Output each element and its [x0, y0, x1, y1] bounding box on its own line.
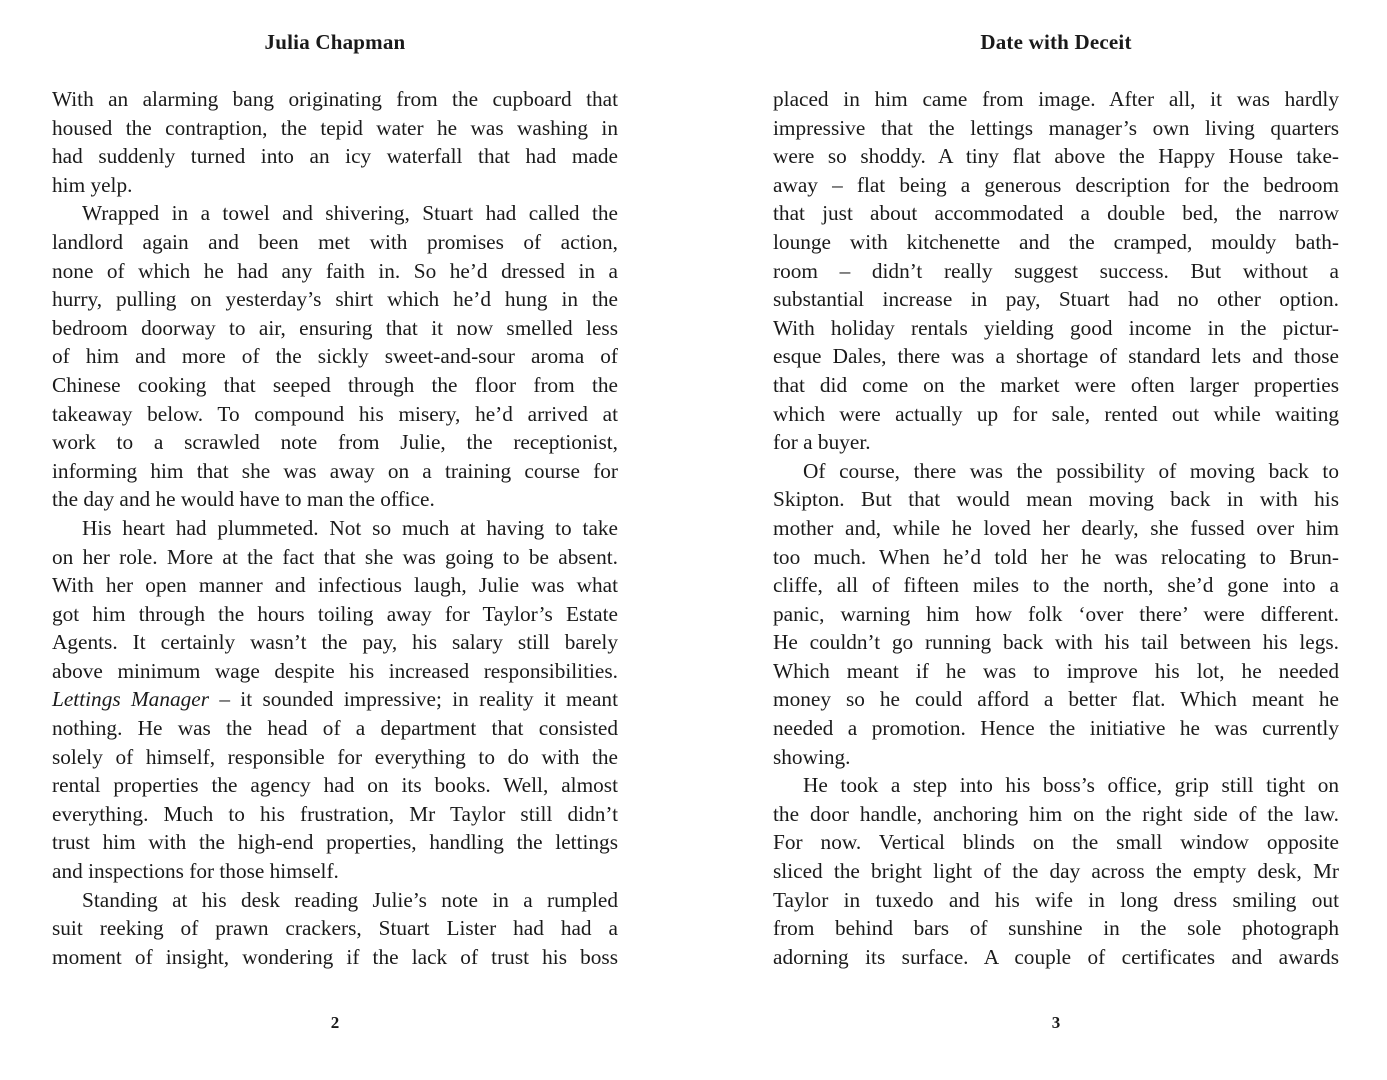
text-line: With an alarming bang originating from the cupboard that [52, 87, 618, 111]
text-line: got him through the hours toiling away for Taylor’s Estate [52, 601, 618, 626]
text-line: landlord again and been met with promises of action, [52, 229, 618, 254]
text-line: of him and more of the sickly sweet-and-sour aroma of [52, 344, 618, 369]
text-line: on her role. More at the fact that she was going to be absent. [52, 544, 618, 569]
text-fragment: – it sounded impressive; in reality it meant [209, 687, 618, 712]
text-line: informing him that she was away on a training course for [52, 458, 618, 483]
text-line: He took a step into his boss’s office, grip still tight on [803, 773, 1339, 798]
text-line: mother and, while he loved her dearly, she fussed over him [773, 515, 1339, 540]
text-line: With holiday rentals yielding good income in the pictur- [773, 315, 1339, 340]
text-line: Agents. It certainly wasn’t the pay, his salary still barely [52, 630, 618, 655]
text-line: none of which he had any faith in. So he’d dressed in a [52, 258, 618, 283]
text-line: work to a scrawled note from Julie, the receptionist, [52, 430, 618, 455]
text-line: solely of himself, responsible for everything to do with the [52, 744, 618, 769]
right-page [773, 0, 1339, 1080]
text-line: for a buyer. [773, 430, 871, 455]
text-line: He couldn’t go running back with his tail between his legs. [773, 630, 1339, 655]
text-line: rental properties the agency had on its books. Well, almost [52, 773, 618, 798]
text-line: housed the contraption, the tepid water he was washing in [52, 115, 618, 140]
text-line: had suddenly turned into an icy waterfall that had made [52, 144, 618, 169]
text-line: adorning its surface. A couple of certificates and awards [773, 944, 1339, 969]
italic-phrase: Lettings Manager [52, 687, 210, 712]
text-line: substantial increase in pay, Stuart had no other option. [773, 287, 1339, 312]
text-line: room – didn’t really suggest success. But without a [773, 258, 1339, 283]
text-line: above minimum wage despite his increased responsibilities. [52, 658, 618, 683]
text-line: Of course, there was the possibility of moving back to [803, 458, 1339, 483]
text-line: needed a promotion. Hence the initiative he was currently [773, 716, 1339, 741]
text-line: hurry, pulling on yesterday’s shirt which he’d hung in the [52, 287, 618, 312]
running-head-author: Julia Chapman [264, 30, 406, 54]
text-line: the day and he would have to man the office. [52, 487, 435, 512]
text-line: that did come on the market were often larger properties [773, 372, 1339, 397]
text-line: Skipton. But that would mean moving back in with his [773, 487, 1339, 512]
text-line: His heart had plummeted. Not so much at having to take [82, 515, 618, 540]
text-line: cliffe, all of fifteen miles to the north, she’d gone into a [773, 573, 1339, 598]
text-line: With her open manner and infectious laugh, Julie was what [52, 573, 618, 598]
text-line: trust him with the high-end properties, handling the lettings [52, 830, 618, 855]
text-line: takeaway below. To compound his misery, he’d arrived at [52, 401, 618, 426]
left-page-body [52, 85, 618, 971]
text-line: too much. When he’d told her he was relocating to Brun- [773, 544, 1339, 569]
text-line: panic, warning him how folk ‘over there’ were different. [773, 601, 1339, 626]
text-line: sliced the bright light of the day across the empty desk, Mr [773, 859, 1339, 884]
text-line: suit reeking of prawn crackers, Stuart Lister had had a [52, 916, 618, 941]
text-line: moment of insight, wondering if the lack of trust his boss [52, 944, 618, 969]
text-line: Which meant if he was to improve his lot, he needed [773, 658, 1339, 683]
text-line: that just about accommodated a double bed, the narrow [773, 201, 1339, 226]
left-page [52, 0, 618, 1080]
text-line: the door handle, anchoring him on the right side of the law. [773, 801, 1339, 826]
text-line: showing. [773, 744, 851, 769]
text-line: were so shoddy. A tiny flat above the Happy House take- [773, 144, 1339, 169]
text-line: away – flat being a generous description for the bedroom [773, 172, 1339, 197]
text-line: which were actually up for sale, rented out while waiting [773, 401, 1339, 426]
text-line: lounge with kitchenette and the cramped, mouldy bath- [773, 229, 1339, 254]
text-line-mixed [52, 685, 618, 714]
text-line: Chinese cooking that seeped through the floor from the [52, 372, 618, 397]
text-line: everything. Much to his frustration, Mr Taylor still didn’t [52, 801, 618, 826]
text-line: esque Dales, there was a shortage of standard lets and those [773, 344, 1339, 369]
text-line: and inspections for those himself. [52, 859, 339, 884]
right-page-body [773, 85, 1339, 971]
text-line: For now. Vertical blinds on the small window opposite [773, 830, 1339, 855]
text-line: nothing. He was the head of a department that consisted [52, 716, 618, 741]
text-line: Taylor in tuxedo and his wife in long dress smiling out [773, 887, 1339, 912]
page-number: 3 [1051, 1013, 1061, 1032]
text-line: Standing at his desk reading Julie’s note in a rumpled [82, 887, 618, 912]
text-line: bedroom doorway to air, ensuring that it now smelled less [52, 315, 618, 340]
text-line: placed in him came from image. After all, it was hardly [773, 87, 1339, 111]
text-line: from behind bars of sunshine in the sole photograph [773, 916, 1339, 941]
running-head-title: Date with Deceit [980, 30, 1132, 54]
text-line: money so he could afford a better flat. Which meant he [773, 687, 1339, 712]
text-line: Wrapped in a towel and shivering, Stuart had called the [82, 201, 618, 226]
text-line: impressive that the lettings manager’s own living quarters [773, 115, 1339, 140]
text-line: him yelp. [52, 172, 133, 197]
page-number: 2 [330, 1013, 340, 1032]
